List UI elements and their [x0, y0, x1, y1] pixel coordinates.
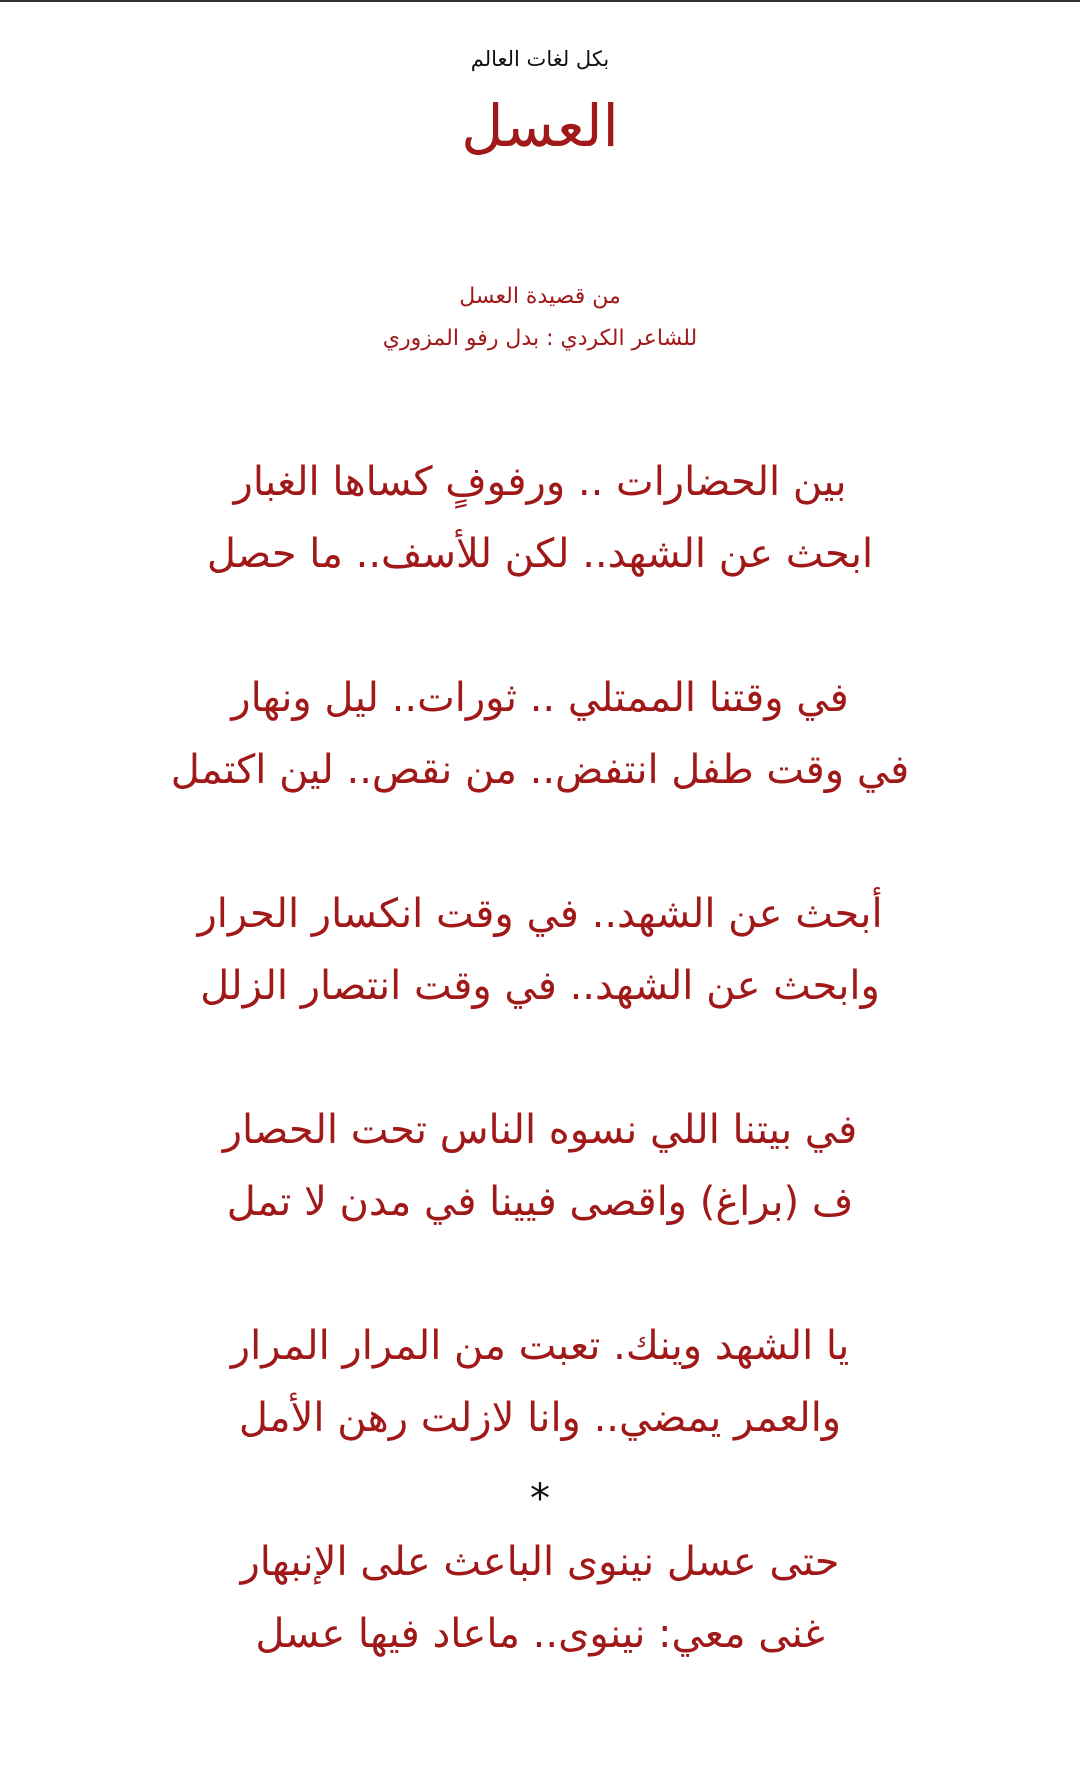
stanza-gap [0, 1022, 1080, 1094]
page-subtitle: بكل لغات العالم [470, 47, 610, 71]
source-line-poet: للشاعر الكردي : بدل رفو المزوري [382, 326, 698, 351]
verse: يا الشهد وينك. تعبت من المرار المرار [230, 1323, 850, 1369]
verse: أبحث عن الشهد.. في وقت انكسار الحرار [197, 891, 883, 937]
verse: والعمر يمضي.. وانا لازلت رهن الأمل [238, 1395, 842, 1441]
stanza-2 [0, 662, 1080, 806]
verse: بين الحضارات .. ورفوفٍ كساها الغبار [233, 459, 847, 505]
poem-source [0, 276, 1080, 360]
stanza-1 [0, 446, 1080, 590]
stanza-closing [0, 1526, 1080, 1670]
stanza-gap [0, 590, 1080, 662]
stanza-gap [0, 806, 1080, 878]
verse: وابحث عن الشهد.. في وقت انتصار الزلل [200, 963, 880, 1009]
verse: حتى عسل نينوى الباعث على الإنبهار [240, 1539, 840, 1585]
verse: في وقت طفل انتفض.. من نقص.. لين اكتمل [170, 747, 910, 793]
verse: ف (براغ) واقصى فيينا في مدن لا تمل [226, 1179, 854, 1225]
stanza-5 [0, 1310, 1080, 1454]
poem-body [0, 446, 1080, 1670]
source-line-poem: من قصيدة العسل [459, 284, 621, 309]
verse: غنى معي: نينوى.. ماعاد فيها عسل [255, 1611, 825, 1657]
verse: ابحث عن الشهد.. لكن للأسف.. ما حصل [206, 531, 874, 577]
stanza-separator: * [530, 1476, 550, 1522]
verse: في وقتنا الممتلي .. ثورات.. ليل ونهار [231, 675, 849, 721]
page-title: العسل [461, 92, 619, 160]
stanza-gap [0, 1238, 1080, 1310]
verse: في بيتنا اللي نسوه الناس تحت الحصار [222, 1107, 858, 1153]
stanza-4 [0, 1094, 1080, 1238]
stanza-3 [0, 878, 1080, 1022]
